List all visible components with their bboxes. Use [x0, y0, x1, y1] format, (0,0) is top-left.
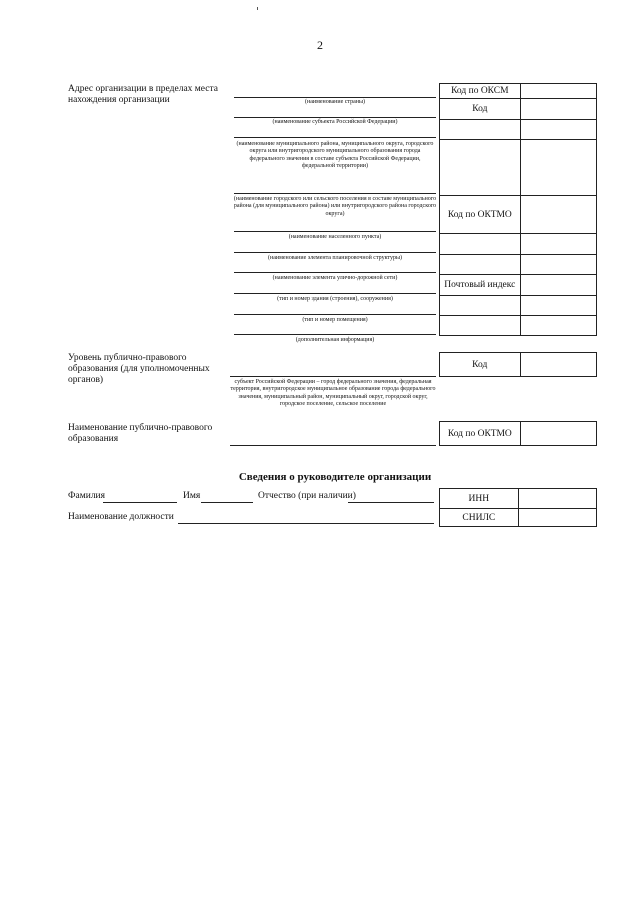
caption-street: (наименование элемента улично-дорожной сети) — [272, 275, 398, 281]
blank-cell-3[interactable] — [440, 140, 521, 196]
entity-oktmo-label: Код по ОКТМО — [440, 422, 521, 446]
head-section-title: Сведения о руководителе организации — [238, 471, 432, 483]
blank-cell-9[interactable] — [440, 296, 521, 316]
caption-extra: (дополнительная информация) — [295, 337, 375, 343]
oktmo-label: Код по ОКТМО — [440, 196, 521, 234]
municipal-line — [234, 137, 436, 138]
room-line — [234, 314, 436, 315]
planning-line — [234, 252, 436, 253]
surname-label: Фамилия — [68, 491, 106, 501]
oksm-value-cell[interactable] — [520, 84, 596, 99]
caption-settlement: (наименование городского или сельского поселения в составе муниципального района (для муниципального района) или внутригородского района городского округа) — [233, 196, 437, 217]
blank-cell-6[interactable] — [520, 234, 596, 255]
postal-index-cell[interactable] — [520, 275, 596, 296]
blank-cell-12[interactable] — [520, 316, 596, 336]
blank-cell-8[interactable] — [520, 255, 596, 275]
level-code-cell[interactable] — [520, 353, 596, 377]
address-codes-table — [439, 83, 597, 336]
name-label: Имя — [183, 491, 201, 501]
caption-country: (наименование страны) — [304, 99, 366, 105]
region-code-cell[interactable] — [520, 99, 596, 120]
surname-line[interactable] — [103, 502, 177, 503]
country-line — [234, 97, 436, 98]
region-code-label: Код — [440, 99, 521, 120]
name-line[interactable] — [201, 502, 253, 503]
caption-region: (наименование субъекта Российской Федерации) — [272, 119, 398, 125]
entity-code-table — [439, 421, 597, 446]
building-line — [234, 293, 436, 294]
caption-municipal: (наименование муниципального района, муниципального округа, городского округа или внутригородского муниципального образования города федерального значения в составе субъекта Российской Федерации, федеральной территории) — [236, 141, 434, 170]
scan-mark — [257, 7, 258, 10]
street-line — [234, 272, 436, 273]
level-code-label: Код — [440, 353, 521, 377]
snils-label: СНИЛС — [440, 509, 519, 527]
position-label: Наименование должности — [68, 512, 174, 522]
postal-index-label: Почтовый индекс — [440, 275, 521, 296]
blank-cell-11[interactable] — [440, 316, 521, 336]
settlement-line — [234, 193, 436, 194]
locality-line — [234, 231, 436, 232]
blank-cell-2[interactable] — [520, 120, 596, 140]
caption-building: (тип и номер здания (строения), сооружения) — [277, 296, 393, 302]
head-codes-table — [439, 488, 597, 527]
patronymic-line[interactable] — [348, 502, 434, 503]
blank-cell-1[interactable] — [440, 120, 521, 140]
patronymic-label: Отчество (при наличии) — [258, 491, 356, 501]
inn-label: ИНН — [440, 489, 519, 509]
oksm-label: Код по ОКСМ — [440, 84, 521, 99]
blank-cell-7[interactable] — [440, 255, 521, 275]
entity-oktmo-cell[interactable] — [520, 422, 596, 446]
region-line — [234, 117, 436, 118]
level-code-table — [439, 352, 597, 377]
extra-line — [234, 334, 436, 335]
level-label: Уровень публично-правового образования (для уполномоченных органов) — [68, 353, 210, 385]
entity-line — [230, 445, 436, 446]
caption-locality: (наименование населенного пункта) — [288, 234, 382, 240]
page-number: 2 — [317, 38, 323, 52]
blank-cell-5[interactable] — [440, 234, 521, 255]
position-line[interactable] — [178, 523, 434, 524]
inn-cell[interactable] — [518, 489, 596, 509]
caption-level: субъект Российской Федерации – город федерального значения, федеральная территория, внутригородское муниципальное образование города федерального значения, муниципальный район, муниципальный округ, городской округ, городское поселение, сельское поселение — [230, 379, 436, 408]
caption-room: (тип и номер помещения) — [302, 317, 368, 323]
address-label: Адрес организации в пределах места нахождения организации — [68, 84, 218, 105]
caption-planning: (наименование элемента планировочной структуры) — [268, 255, 402, 261]
snils-cell[interactable] — [518, 509, 596, 527]
blank-cell-10[interactable] — [520, 296, 596, 316]
entity-label: Наименование публично-правового образования — [68, 423, 213, 444]
oktmo-value-cell[interactable] — [520, 196, 596, 234]
level-line — [230, 376, 436, 377]
blank-cell-4[interactable] — [520, 140, 596, 196]
